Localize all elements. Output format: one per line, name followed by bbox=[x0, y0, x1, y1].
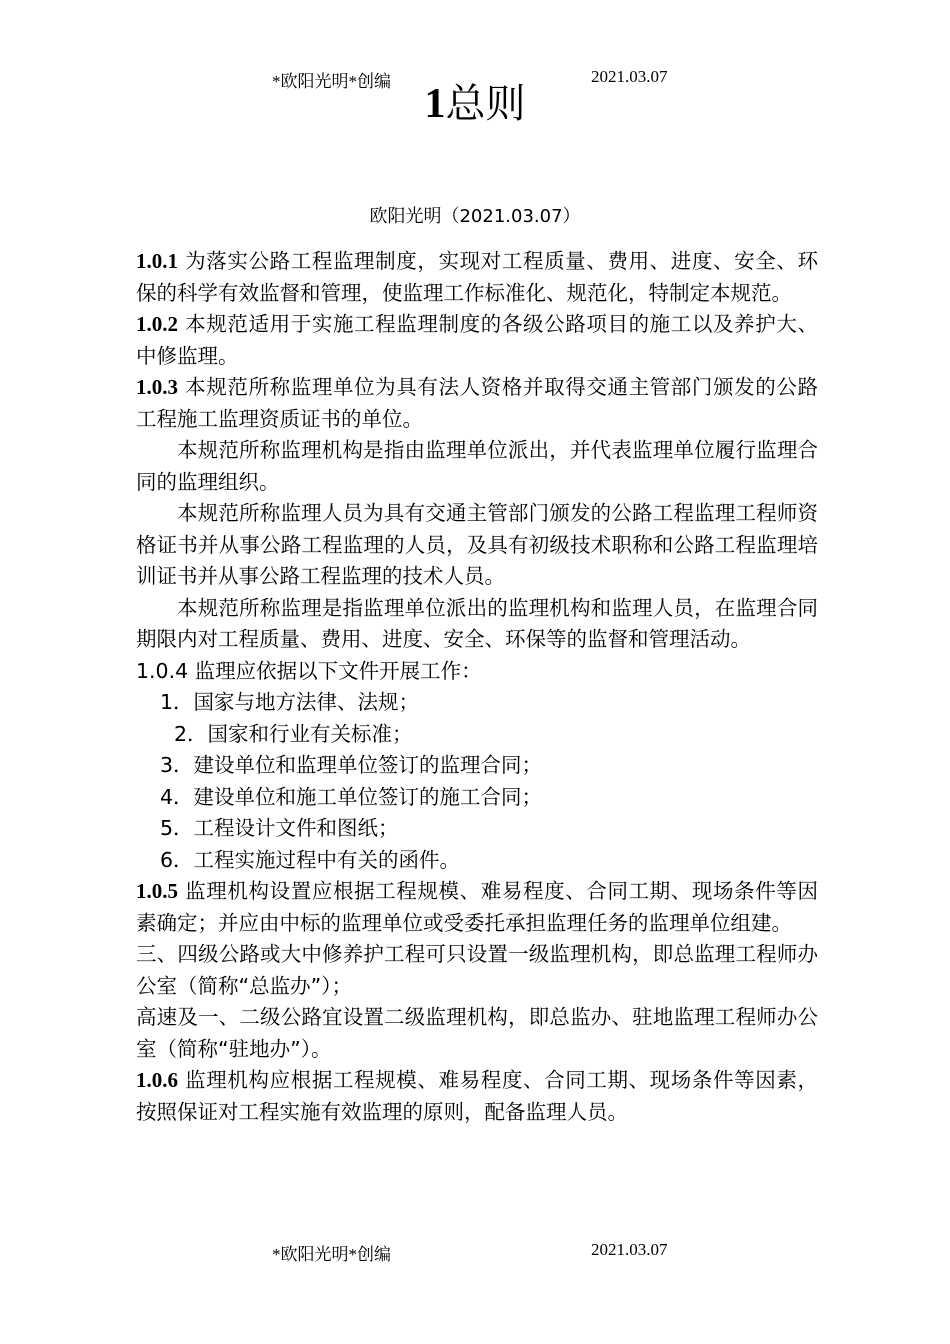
list-item: 1．国家与地方法律、法规； bbox=[160, 690, 420, 714]
list-item: 6．工程实施过程中有关的函件。 bbox=[160, 847, 461, 872]
paragraph: 本规范所称监理人员为具有交通主管部门颁发的公路工程监理工程师资格证书并从事公路工程监理的人员，及具有初级技术职称和公路工程监理培训证书并从事公路工程监理的技术人员。 bbox=[136, 501, 818, 588]
section-number: 1.0.1 bbox=[136, 249, 178, 273]
header-author: *欧阳光明*创编 bbox=[272, 72, 391, 91]
list-item: 5．工程设计文件和图纸； bbox=[160, 816, 399, 840]
section-text: 为落实公路工程监理制度，实现对工程质量、费用、进度、安全、环保的科学有效监督和管理，使监理工作标准化、规范化，特制定本规范。 bbox=[136, 249, 818, 305]
section-text: 监理机构设置应根据工程规模、难易程度、合同工期、现场条件等因素确定；并应由中标的监理单位或受委托承担监理任务的监理单位组建。 bbox=[136, 879, 818, 935]
section-number: 1.0.2 bbox=[136, 312, 178, 336]
document-body bbox=[136, 246, 818, 1128]
chapter-title bbox=[0, 80, 950, 128]
chapter-title-text: 总则 bbox=[445, 81, 526, 127]
footer-date: 2021.03.07 bbox=[591, 1240, 668, 1259]
section-1-0-5 bbox=[136, 876, 818, 939]
header-date: 2021.03.07 bbox=[591, 67, 668, 86]
paragraph: 本规范所称监理机构是指由监理单位派出，并代表监理单位履行监理合同的监理组织。 bbox=[136, 438, 818, 494]
byline: 欧阳光明（2021.03.07） bbox=[369, 206, 581, 227]
section-number: 1.0.6 bbox=[136, 1068, 178, 1092]
section-1-0-1 bbox=[136, 246, 818, 309]
paragraph: 本规范所称监理是指监理单位派出的监理机构和监理人员，在监理合同期限内对工程质量、费用、进度、安全、环保等的监督和管理活动。 bbox=[136, 595, 818, 651]
paragraph: 高速及一、二级公路宜设置二级监理机构，即总监办、驻地监理工程师办公室（简称“驻地办”）。 bbox=[136, 1005, 818, 1061]
list-item: 4．建设单位和施工单位签订的施工合同； bbox=[160, 784, 543, 809]
list-item: 3．建设单位和监理单位签订的监理合同； bbox=[160, 753, 543, 777]
section-text: 本规范所称监理单位为具有法人资格并取得交通主管部门颁发的公路工程施工监理资质证书的单位。 bbox=[136, 375, 818, 431]
paragraph: 三、四级公路或大中修养护工程可只设置一级监理机构，即总监理工程师办公室（简称“总监办”）； bbox=[136, 942, 818, 998]
section-text: 本规范适用于实施工程监理制度的各级公路项目的施工以及养护大、中修监理。 bbox=[136, 312, 818, 368]
section-1-0-6 bbox=[136, 1065, 818, 1128]
section-text: 监理机构应根据工程规模、难易程度、合同工期、现场条件等因素，按照保证对工程实施有效监理的原则，配备监理人员。 bbox=[136, 1068, 818, 1124]
footer-author: *欧阳光明*创编 bbox=[272, 1245, 391, 1264]
section-1-0-2 bbox=[136, 309, 818, 372]
section-number: 1.0.3 bbox=[136, 375, 178, 399]
chapter-number: 1 bbox=[424, 81, 446, 127]
section-number: 1.0.5 bbox=[136, 879, 178, 903]
list-item: 2．国家和行业有关标准； bbox=[174, 721, 413, 746]
section-1-0-4: 1.0.4 监理应依据以下文件开展工作： bbox=[136, 658, 482, 683]
section-1-0-3 bbox=[136, 372, 818, 435]
